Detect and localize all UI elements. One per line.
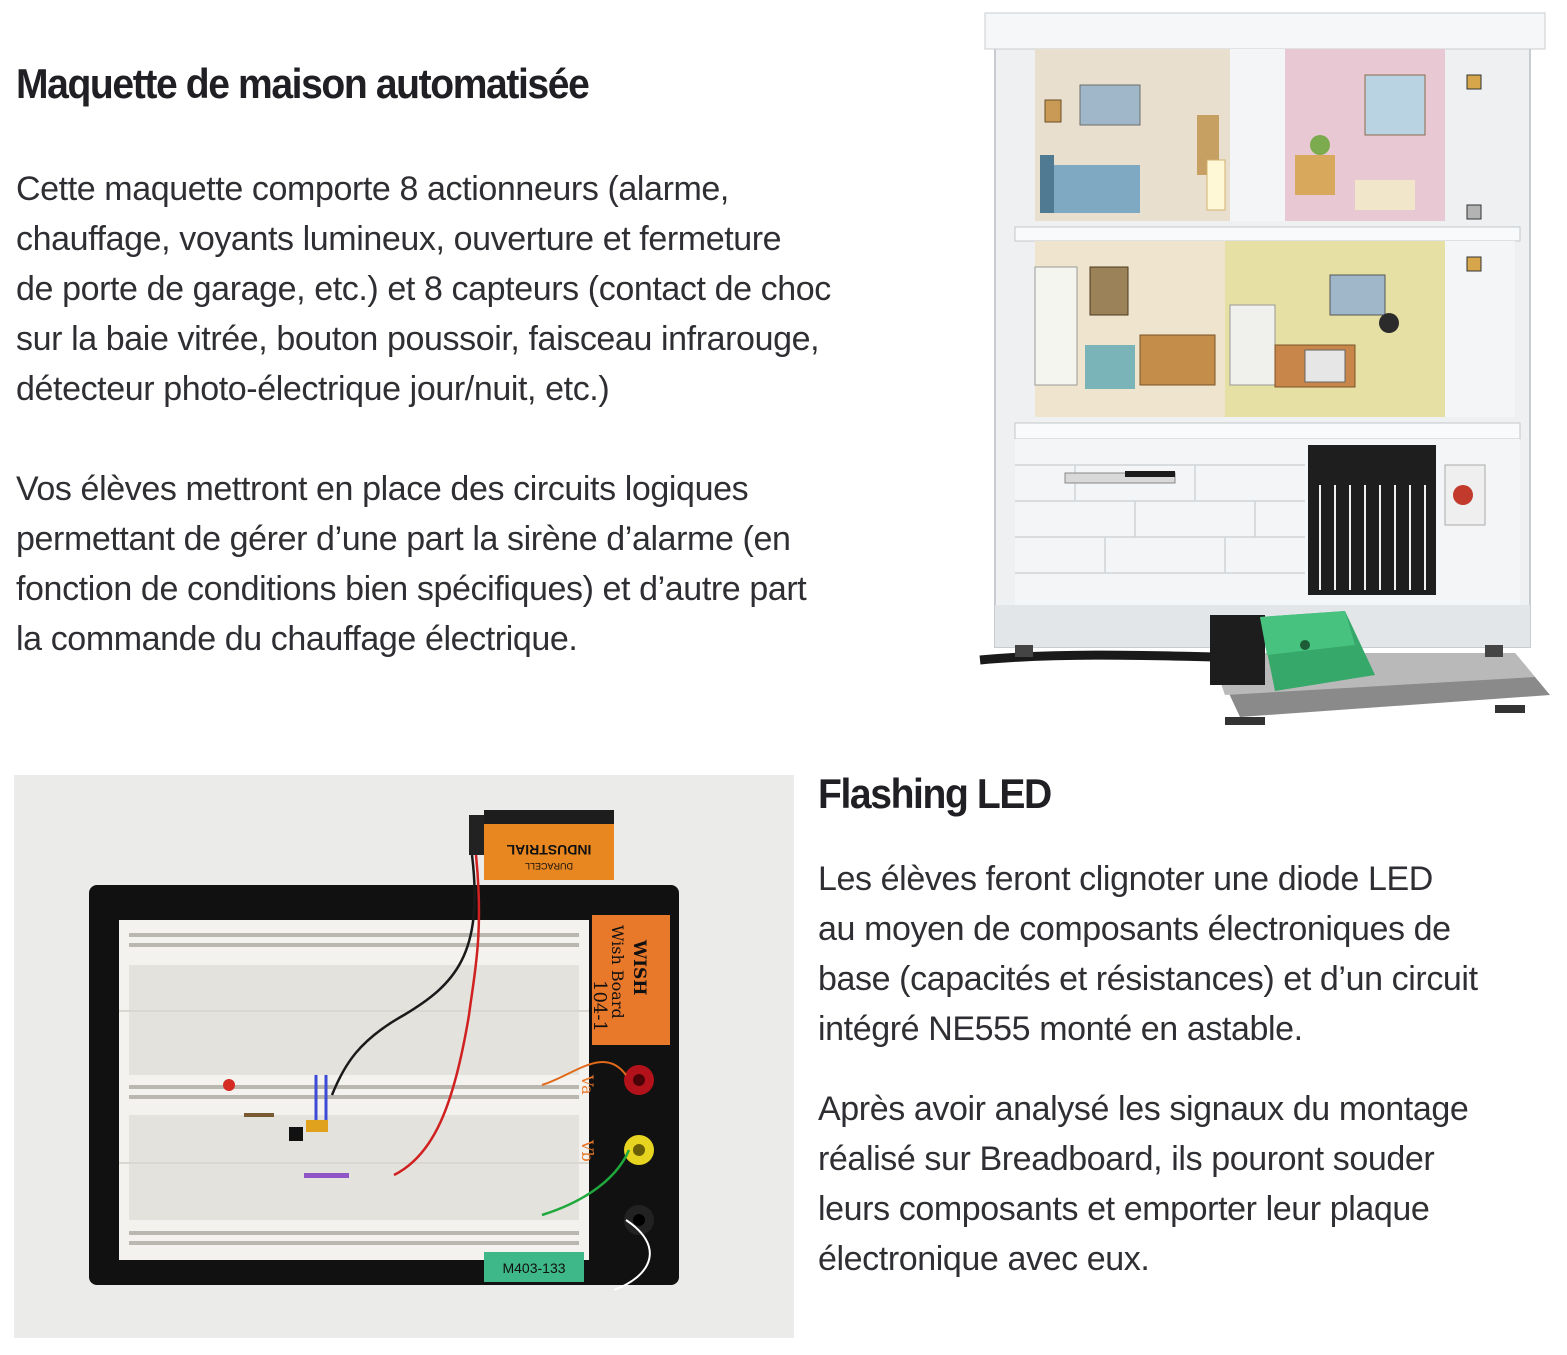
house-paragraph-1 <box>16 164 916 414</box>
battery-sub-text: DURACELL <box>524 861 574 871</box>
terminal-a-label: Va <box>578 1075 597 1095</box>
tag-text: M403-133 <box>502 1260 566 1276</box>
text-line: Les élèves feront clignoter une diode LED <box>818 860 1433 898</box>
text-line: de porte de garage, etc.) et 8 capteurs (contact de choc <box>16 270 831 308</box>
text-line: intégré NE555 monté en astable. <box>818 1010 1303 1048</box>
house-paragraph-2 <box>16 464 916 664</box>
text-line: permettant de gérer d’une part la sirène d’alarme (en <box>16 520 791 558</box>
led-paragraph-2 <box>818 1084 1558 1284</box>
text-line: au moyen de composants électroniques de <box>818 910 1451 948</box>
text-line: réalisé sur Breadboard, ils pouront souder <box>818 1140 1435 1178</box>
led-section-title: Flashing LED <box>818 770 1051 817</box>
text-line: leurs composants et emporter leur plaque <box>818 1190 1430 1228</box>
terminal-b-label: Vb <box>578 1140 597 1162</box>
text-line: Vos élèves mettront en place des circuits logiques <box>16 470 749 508</box>
text-line: base (capacités et résistances) et d’un circuit <box>818 960 1478 998</box>
text-line: la commande du chauffage électrique. <box>16 620 578 658</box>
house-section-title: Maquette de maison automatisée <box>16 60 589 107</box>
text-line: électronique avec eux. <box>818 1240 1150 1278</box>
text-line: chauffage, voyants lumineux, ouverture et fermeture <box>16 220 782 258</box>
text-line: Cette maquette comporte 8 actionneurs (alarme, <box>16 170 729 208</box>
board-model-text: 104-1 <box>589 980 610 1032</box>
text-line: sur la baie vitrée, bouton poussoir, faisceau infrarouge, <box>16 320 820 358</box>
led-paragraph-1 <box>818 854 1558 1054</box>
board-name-text: Wish Board <box>608 925 627 1019</box>
text-line: Après avoir analysé les signaux du montage <box>818 1090 1469 1128</box>
breadboard-photo <box>14 775 794 1338</box>
text-line: fonction de conditions bien spécifiques) et d’autre part <box>16 570 807 608</box>
battery-brand-text: INDUSTRIAL <box>506 842 592 858</box>
brand-label <box>629 939 649 995</box>
text-line: détecteur photo-électrique jour/nuit, etc.) <box>16 370 610 408</box>
brand-text: WISH <box>629 940 649 996</box>
house-model-photo <box>975 5 1555 730</box>
